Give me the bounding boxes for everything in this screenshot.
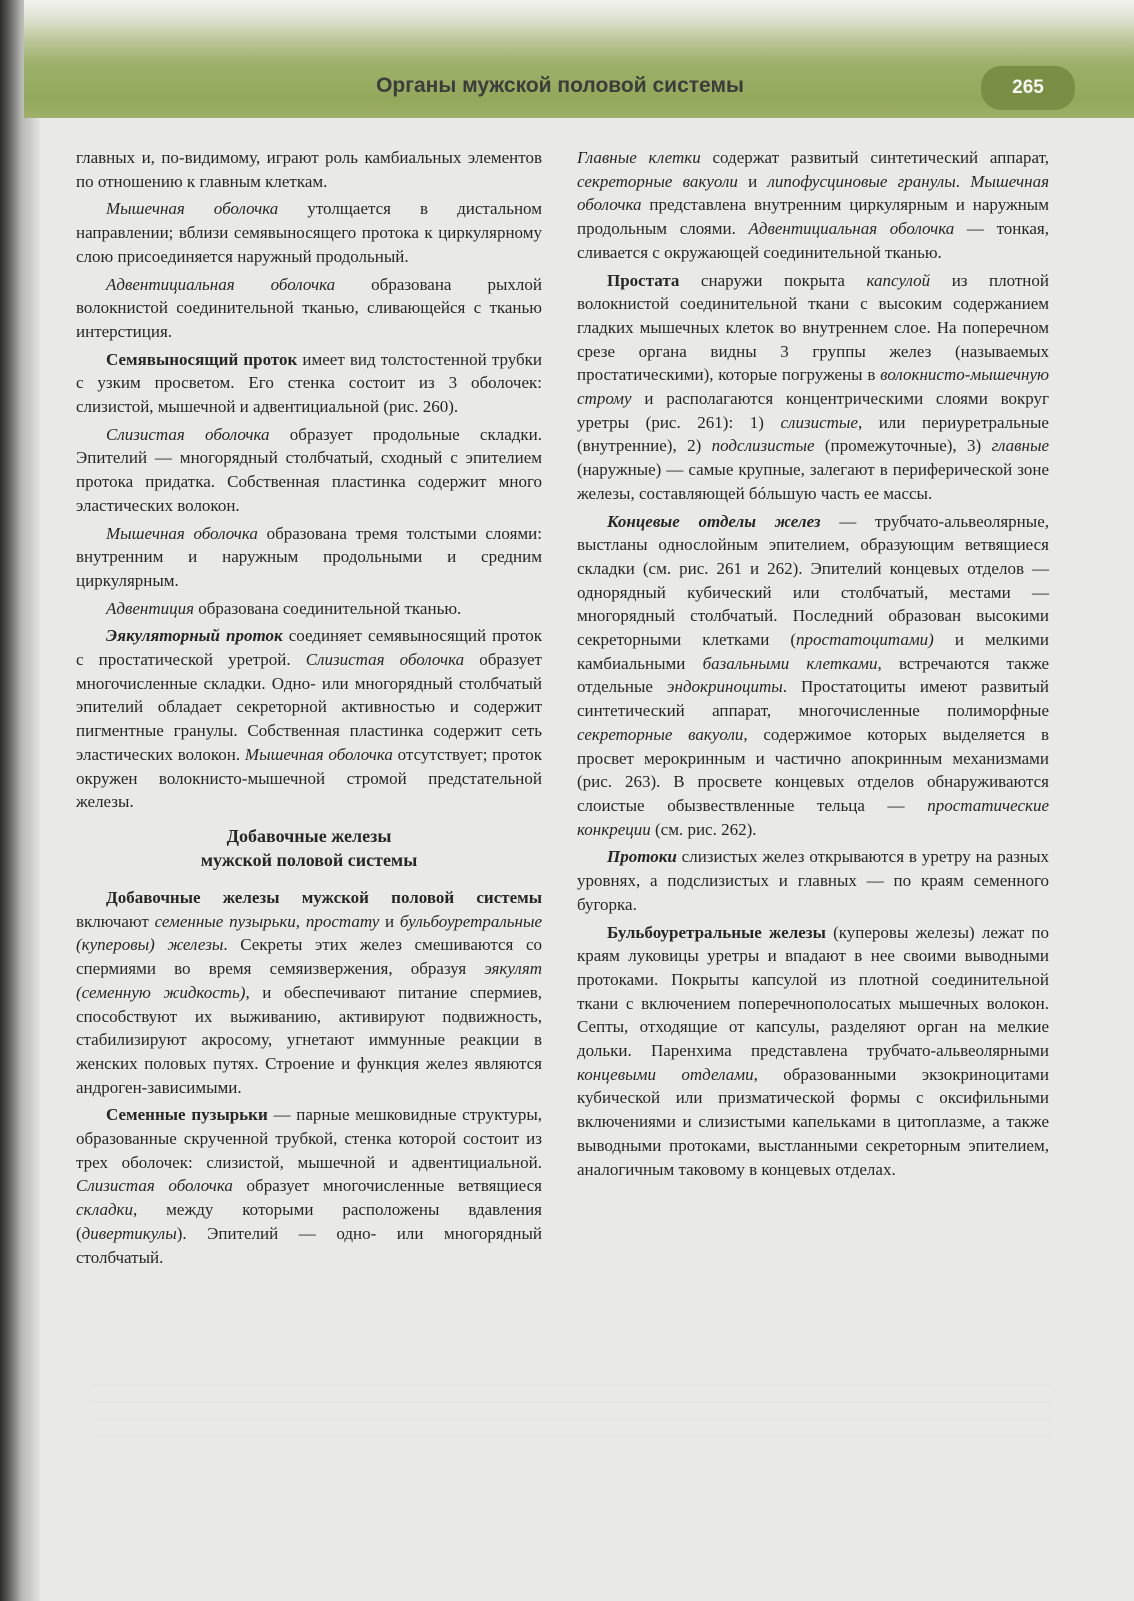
text-run: слизистых желез открываются в уретру на разных уровнях, а подслизистых и главных — по краям семенного бугорка. <box>577 847 1049 914</box>
paragraph <box>76 597 542 621</box>
italic-term: секреторные вакуоли <box>577 724 744 744</box>
text-run: снаружи покрыта <box>679 270 867 290</box>
text-run: и располагаются концентрическими слоями вокруг уретры (рис. 261): 1) <box>577 389 1049 432</box>
italic-term: Слизистая оболочка <box>76 1176 233 1196</box>
section-heading-line: Добавочные железы <box>226 825 392 846</box>
right-column <box>577 146 1049 1185</box>
paragraph <box>577 146 1049 265</box>
text-run: , между которыми расположены вдавления ( <box>76 1200 542 1243</box>
bold-term: Простата <box>607 270 680 290</box>
text-run: — парные мешковидные структуры, образованные скрученной трубкой, стенка которой состоит из трех оболочек: слизистой, мышечной и адвентициальной. <box>76 1105 542 1172</box>
text-run: включают <box>76 911 155 931</box>
paragraph <box>577 845 1049 916</box>
italic-term: Главные клетки <box>577 148 701 167</box>
bold-term: Семенные пузырьки <box>106 1105 268 1125</box>
text-run: . Секреты этих желез смешиваются со спермиями во время семяизвержения, образуя <box>76 935 542 979</box>
italic-term: простату <box>305 911 380 931</box>
text-run: — трубчато-альвеолярные, выстланы однослойным эпителием, образующим ветвящиеся складки (см. рис. 261 и 262). Эпителий концевых отделов — однорядный кубический или столбчатый, местами — многорядный столбчатый. Последний образован высокими секреторными клетками ( <box>577 511 1050 650</box>
italic-term: Мышечная оболочка <box>244 744 393 764</box>
bleed-through-text <box>90 1370 1050 1450</box>
section-heading <box>76 824 542 872</box>
paragraph <box>76 886 542 1099</box>
bold-term: Бульбоуретральные железы <box>607 922 826 942</box>
page-header-band <box>24 0 1134 118</box>
paragraph <box>76 146 542 193</box>
text-run: образована рыхлой волокнистой соединительной тканью, сливающейся с тканью интерстиция. <box>76 274 542 341</box>
italic-term: дивертикулы <box>81 1223 177 1243</box>
section-heading-line: мужской половой системы <box>200 849 418 870</box>
italic-term: липофусциновые гранулы <box>767 171 956 191</box>
bold-italic-term: Концевые отделы желез <box>607 511 821 531</box>
text-run: содержат развитый синтетический аппарат, <box>700 148 1050 167</box>
italic-term: Адвентициальная оболочка <box>748 219 955 239</box>
text-run: образована тремя толстыми слоями: внутренним и наружным продольными и средним циркулярным. <box>76 523 542 590</box>
text-run: (промежуточные), 3) <box>814 436 992 456</box>
text-run: , встречаются также отдельные <box>577 653 1050 697</box>
italic-term: Мышечная оболочка <box>106 523 258 543</box>
italic-term: простатические конкреции <box>577 795 1049 839</box>
italic-term: Адвентициальная оболочка <box>106 274 336 294</box>
italic-term: Слизистая оболочка <box>106 424 270 444</box>
italic-term: подслизистые <box>711 436 815 456</box>
italic-term: бульбоуретральные (куперовы) железы <box>76 911 543 955</box>
text-run: образует многочисленные ветвящиеся <box>232 1176 542 1196</box>
book-spine-shadow <box>0 0 40 1601</box>
italic-term: эякулят (семенную жидкость) <box>76 959 542 1002</box>
text-run: и <box>379 911 400 931</box>
text-run: , образованными экзокриноцитами кубической или призматической формы с оксифильными включениями и слизистыми капельками в цитоплазме, а также выводными протоками, выстланными секреторным эпителием, аналогичным таковому в концевых отделах. <box>577 1064 1049 1179</box>
text-run: утолщается в дистальном направлении; вблизи семявыносящего протока к циркулярному слою присоединяется наружный продольный. <box>76 199 542 266</box>
text-run: . Простатоциты имеют развитый синтетический аппарат, многочисленные полиморфные <box>577 677 1049 721</box>
text-run: представлена внутренним циркулярным и наружным продольным слоями. <box>577 195 1049 239</box>
bold-italic-term: Эякуляторный проток <box>106 626 283 646</box>
italic-term: капсулой <box>866 270 931 290</box>
text-run: , или периуретральные (внутренние), 2) <box>577 412 1049 456</box>
text-run: соединяет семявыносящий проток с простатической уретрой. <box>76 626 542 670</box>
bold-italic-term: Протоки <box>607 847 677 867</box>
paragraph <box>76 197 542 268</box>
italic-term: простатоцитами) <box>796 630 934 650</box>
text-run: и <box>737 171 768 191</box>
italic-term: секреторные вакуоли <box>577 171 738 191</box>
text-run: — тонкая, сливается с окружающей соединительной тканью. <box>577 219 1049 262</box>
paragraph <box>76 1103 542 1269</box>
italic-term: главные <box>991 436 1050 456</box>
paragraph <box>76 348 542 419</box>
text-run: (куперовы железы) лежат по краям луковицы уретры и впадают в нее своими выводными протоками. Покрыты капсулой из плотной соединительной ткани с включением поперечнополосатых мышечных волокон. Септы, отходящие от капсулы, разделяют орган на мелкие дольки. Паренхима представлена трубчато-альвеолярными <box>577 922 1050 1061</box>
italic-term: Мышечная оболочка <box>106 199 279 219</box>
text-run: , <box>295 911 306 931</box>
text-run: имеет вид толстостенной трубки с узким просветом. Его стенка состоит из 3 оболочек: слизистой, мышечной и адвентициальной (рис. 260). <box>76 349 543 417</box>
italic-term: Слизистая оболочка <box>305 650 465 670</box>
paragraph <box>76 423 542 518</box>
italic-term: слизистые <box>780 412 858 432</box>
bold-term: Семявыносящий проток <box>106 349 298 369</box>
italic-term: складки <box>76 1200 134 1220</box>
italic-term: концевыми отделами <box>577 1064 754 1084</box>
text-run: . <box>955 171 971 191</box>
italic-term: базальными клетками <box>702 653 878 673</box>
text-run: (наружные) — самые крупные, залегают в периферической зоне железы, составляющей бóльшую часть ее массы. <box>577 460 1049 503</box>
text-run: отсутствует; проток окружен волокнисто-мышечной стромой предстательной железы. <box>76 744 542 812</box>
italic-term: Мышечная оболочка <box>577 171 1049 215</box>
paragraph <box>577 510 1049 842</box>
paragraph <box>76 273 542 344</box>
text-run: главных и, по-видимому, играют роль камбиальных элементов по отношению к главным клеткам. <box>76 148 542 191</box>
text-run: , содержимое которых выделяется в просвет мерокринным и частично апокринным механизмами (рис. 263). В просвете концевых отделов обнаруживаются слоистые обызвествленные тельца — <box>577 724 1049 815</box>
text-run: образована соединительной тканью. <box>194 598 462 618</box>
italic-term: Адвентиция <box>106 598 195 618</box>
italic-term: эндокриноциты <box>667 677 783 697</box>
text-run: , и обеспечивают питание спермиев, способствуют их выживанию, активируют подвижность, стабилизируют акросому, угнетают иммунные реакции в женских половых путях. Строение и функция желез являются андроген-зависимыми. <box>76 982 543 1097</box>
paragraph <box>577 269 1049 506</box>
paragraph <box>577 921 1049 1182</box>
running-title: Органы мужской половой системы <box>376 74 744 97</box>
text-run: из плотной волокнистой соединительной ткани с высоким содержанием гладких мышечных клеток во внутреннем слое. На поперечном срезе органа видны 3 группы желез (называемых простатическими), которые погружены в <box>577 270 1049 385</box>
text-run: образует многочисленные складки. Одно- или многорядный столбчатый эпителий обладает секреторной активностью и содержит пигментные гранулы. Собственная пластинка содержит сеть эластических волокон. <box>76 650 542 764</box>
left-column <box>76 146 542 1273</box>
text-run: ). Эпителий — одно- или многорядный столбчатый. <box>76 1223 542 1267</box>
text-run: (см. рис. 262). <box>650 819 757 839</box>
paragraph <box>76 522 542 593</box>
page-number-badge: 265 <box>981 66 1075 110</box>
italic-term: волокнисто-мышечную строму <box>577 365 1049 409</box>
italic-term: семенные пузырьки <box>154 911 296 931</box>
paragraph <box>76 624 542 814</box>
text-run: и мелкими камбиальными <box>577 630 1049 673</box>
bold-term: Добавочные железы мужской половой системы <box>106 887 542 907</box>
text-run: образует продольные складки. Эпителий — многорядный столбчатый, сходный с эпителием протока придатка. Собственная пластинка содержит много эластических волокон. <box>76 424 542 515</box>
